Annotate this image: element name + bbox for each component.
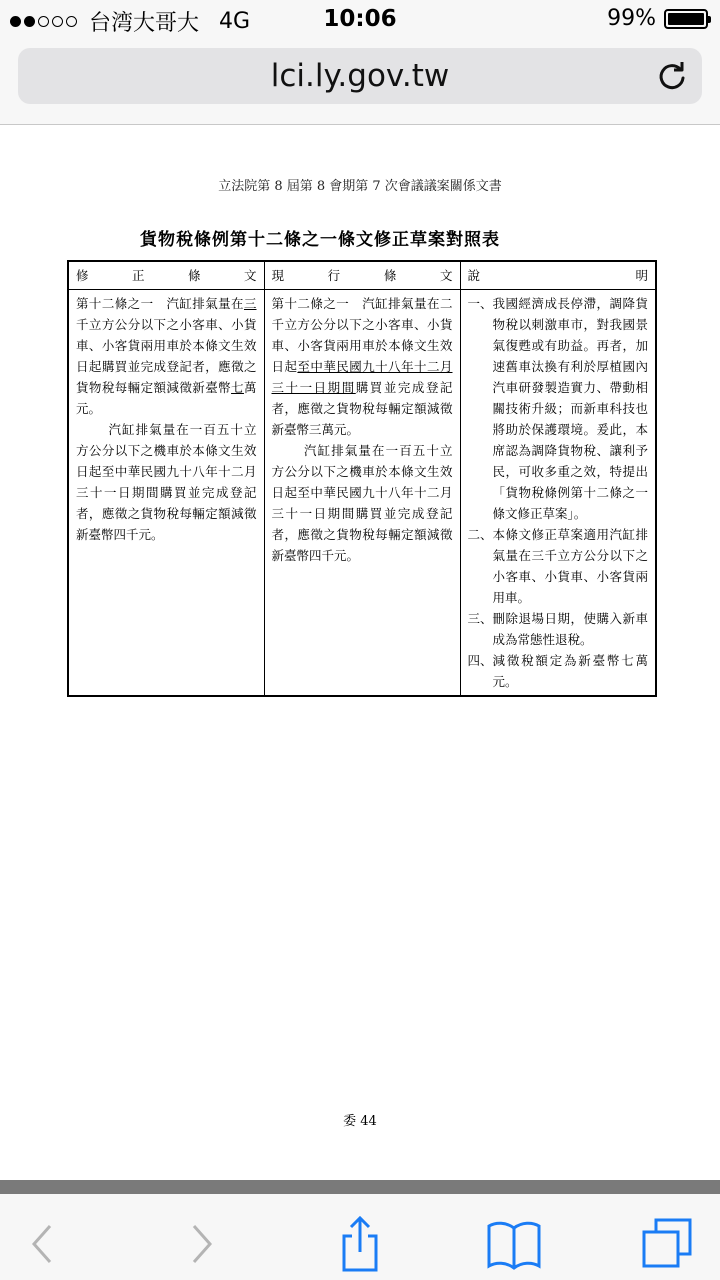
column-header-label — [76, 265, 257, 286]
amended-paragraph-2: 汽缸排氣量在一百五十立方公分以下之機車於本條文生效日起至中華民國九十八年十二月三十一日期間購買並完成登記者，應徵之貨物稅每輛定額減徵新臺幣四千元。 — [76, 422, 257, 542]
table-row — [68, 290, 656, 697]
battery-percent: 99% — [607, 6, 656, 31]
status-right — [607, 6, 708, 31]
document-header: 立法院第 8 屆第 8 會期第 7 次會議議案關係文書 — [218, 179, 502, 194]
forward-icon[interactable] — [172, 1214, 232, 1274]
column-header-char: 正 — [131, 268, 145, 283]
column-header-char: 文 — [243, 268, 257, 283]
bottom-toolbar — [0, 1180, 720, 1280]
column-header-char: 修 — [76, 268, 89, 283]
reload-icon[interactable] — [656, 60, 688, 92]
column-header-char: 條 — [187, 268, 201, 283]
current-paragraph-2: 汽缸排氣量在一百五十立方公分以下之機車於本條文生效日起至中華民國九十八年十二月三十一日期間購買並完成登記者，應徵之貨物稅每輛定額減徵新臺幣四千元。 — [271, 443, 453, 563]
network-label: 4G — [219, 9, 251, 34]
column-header-char: 行 — [327, 268, 341, 283]
table-header-row — [68, 261, 656, 290]
column-header-char: 現 — [271, 268, 285, 283]
url-text[interactable]: lci.ly.gov.tw — [270, 58, 450, 94]
tabs-icon[interactable] — [638, 1214, 698, 1274]
header-explanation — [460, 261, 656, 290]
explanation-item: 二、 本條文修正草案適用汽缸排氣量在三千立方公分以下之小客車、小貨車、小客貨兩用車。 — [467, 527, 648, 605]
column-header-char: 文 — [439, 268, 453, 283]
address-bar[interactable] — [18, 48, 702, 104]
share-icon[interactable] — [330, 1214, 390, 1274]
amended-text-cell — [68, 290, 264, 697]
explanation-item: 一、 我國經濟成長停滯，調降貨物稅以刺激車市，對我國景氣復甦或有助益。再者，加速舊車汰換有利於厚植國內汽車研發製造實力、帶動相關技術升級；而新車科技也將助於保護環境。爰此，本席認為調降貨物稅、讓利予民，可收多重之效，特提出「貨物稅條例第十二條之一條文修正草案」。 — [467, 296, 648, 521]
back-icon[interactable] — [12, 1214, 72, 1274]
column-header-label — [468, 265, 649, 286]
explanation-item: 三、 刪除退場日期，使購入新車成為常態性退稅。 — [467, 611, 648, 647]
clock: 10:06 — [323, 6, 397, 32]
battery-icon — [664, 9, 708, 29]
comparison-table — [67, 260, 657, 697]
column-header-char: 明 — [635, 268, 648, 283]
explanation-item: 四、 減徵稅額定為新臺幣七萬元。 — [467, 653, 648, 689]
explanation-cell — [460, 290, 656, 697]
status-bar — [0, 0, 720, 40]
header-amended — [68, 261, 264, 290]
current-text-cell — [264, 290, 460, 697]
document-title: 貨物稅條例第十二條之一條文修正草案對照表 — [140, 230, 500, 250]
document-page — [0, 125, 720, 1180]
header-current — [264, 261, 460, 290]
page-number: 委 44 — [343, 1114, 377, 1129]
browser-header — [0, 40, 720, 125]
column-header-char: 條 — [383, 268, 397, 283]
bookmarks-icon[interactable] — [484, 1214, 544, 1274]
current-paragraph-1: 第十二條之一 汽缸排氣量在二千立方公分以下之小客車、小貨車、小客貨兩用車於本條文生效日起至中華民國九十八年十二月三十一日期間購買並完成登記者，應徵之貨物稅每輛定額減徵新臺幣三萬元。 — [271, 296, 453, 437]
column-header-char: 說 — [467, 268, 481, 283]
amended-paragraph-1: 第十二條之一 汽缸排氣量在三千立方公分以下之小客車、小貨車、小客貨兩用車於本條文生效日起購買並完成登記者，應徵之貨物稅每輛定額減徵新臺幣七萬元。 — [76, 296, 257, 416]
column-header-label — [272, 265, 453, 286]
carrier-label: 台湾大哥大 — [89, 11, 200, 36]
